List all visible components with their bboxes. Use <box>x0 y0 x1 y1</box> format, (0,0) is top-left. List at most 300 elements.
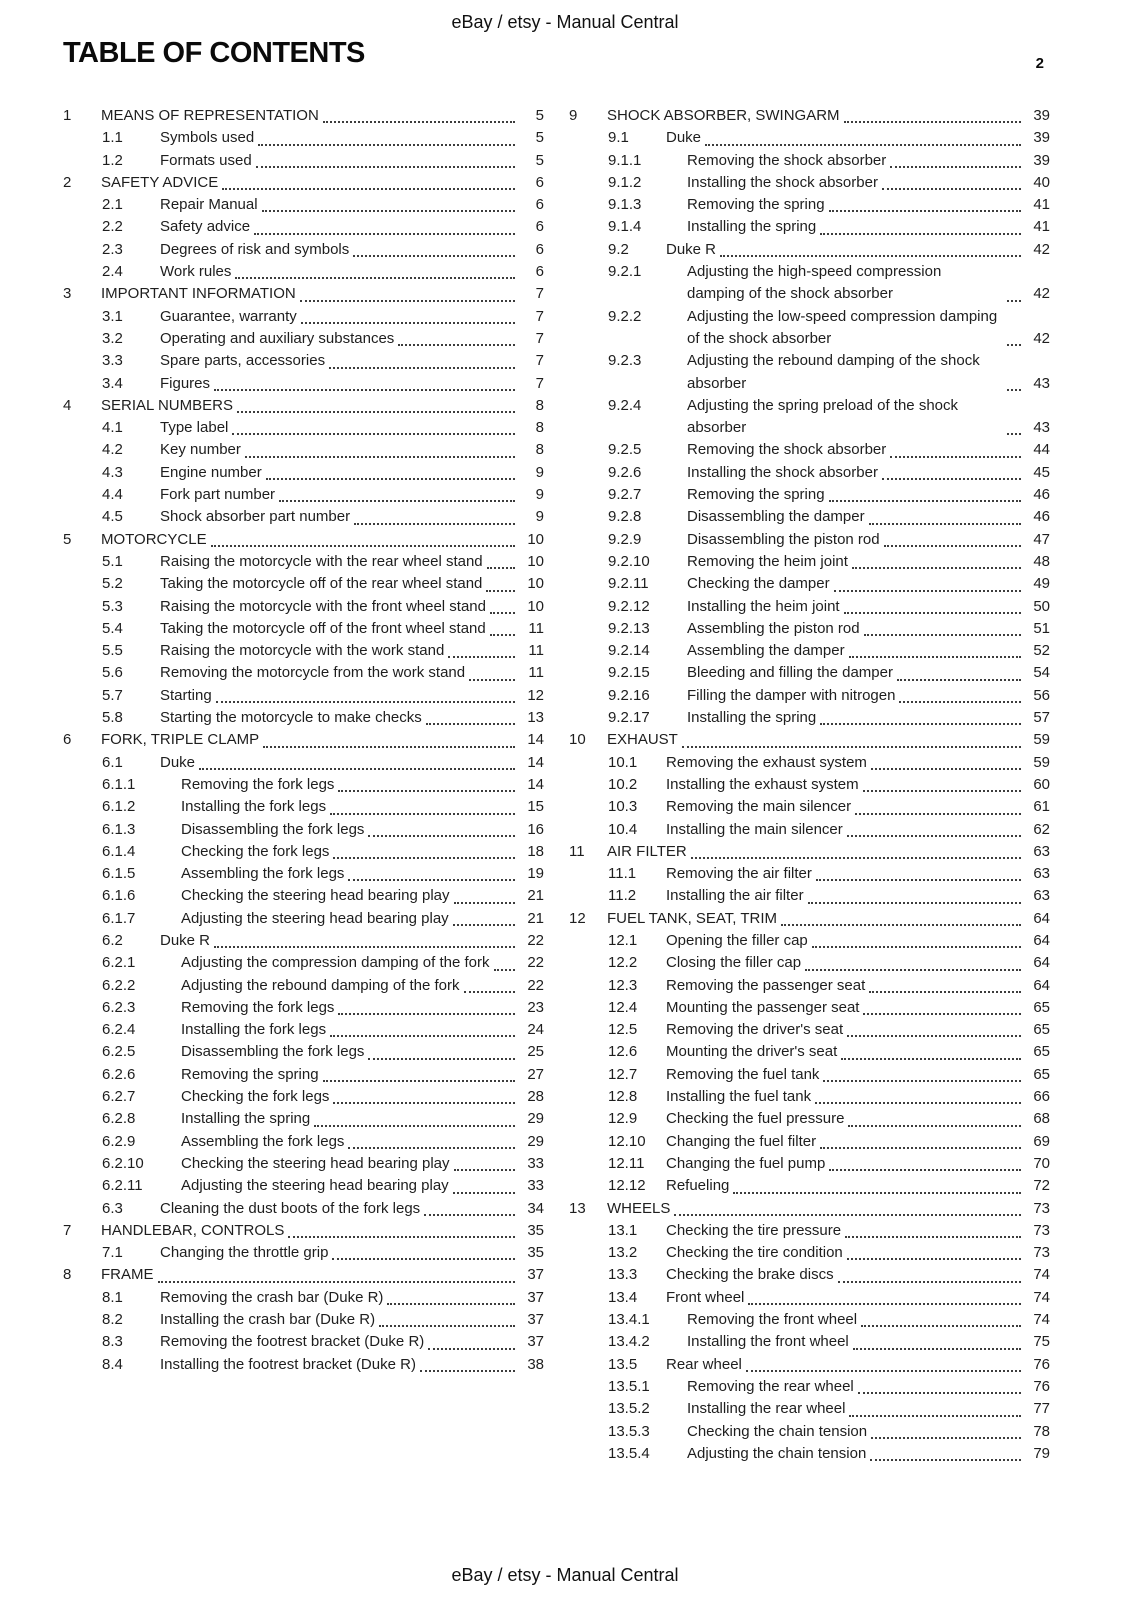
toc-entry-number: 3.2 <box>102 329 123 347</box>
toc-entry-page: 47 <box>1033 530 1050 548</box>
toc-dot-leader <box>453 923 515 926</box>
toc-entry-number: 11.2 <box>608 887 637 905</box>
toc-dot-leader <box>853 1347 1021 1350</box>
toc-entry-page: 50 <box>1033 597 1050 615</box>
toc-entry-page: 9 <box>535 486 544 504</box>
toc-entry <box>63 127 544 149</box>
toc-dot-leader <box>329 366 515 369</box>
toc-dot-leader <box>214 945 515 948</box>
toc-entry-title: Duke R <box>666 240 717 258</box>
toc-entry-title: Symbols used <box>160 129 255 147</box>
toc-dot-leader <box>746 1369 1021 1372</box>
toc-entry-title: Changing the throttle grip <box>160 1244 329 1262</box>
toc-entry <box>569 1064 1050 1086</box>
toc-entry-number: 4.3 <box>102 463 123 481</box>
toc-entry-number: 13.4.2 <box>608 1333 650 1351</box>
toc-entry-title: Adjusting the rebound damping of the fork <box>181 976 460 994</box>
toc-entry <box>569 1153 1050 1175</box>
toc-dot-leader <box>834 589 1021 592</box>
toc-dot-leader <box>288 1235 515 1238</box>
toc-entry-title: Fork part number <box>160 486 276 504</box>
toc-dot-leader <box>882 187 1021 190</box>
toc-entry-title: Duke <box>160 753 196 771</box>
toc-dot-leader <box>398 343 515 346</box>
toc-dot-leader <box>338 1012 515 1015</box>
toc-entry-title: Checking the steering head bearing play <box>181 887 450 905</box>
toc-entry-number: 10.2 <box>608 775 638 793</box>
toc-entry-title: Type label <box>160 419 229 437</box>
toc-dot-leader <box>1007 299 1021 302</box>
toc-entry-title: Adjusting the low-speed compression damping of the shock absorber <box>687 307 998 347</box>
toc-dot-leader <box>494 968 515 971</box>
toc-entry <box>569 952 1050 974</box>
toc-entry <box>63 529 544 551</box>
toc-entry-page: 64 <box>1033 954 1050 972</box>
toc-entry-title: Figures <box>160 374 211 392</box>
toc-entry-number: 9.2.7 <box>608 486 642 504</box>
toc-entry-number: 6 <box>63 731 72 749</box>
toc-entry-title: SHOCK ABSORBER, SWINGARM <box>607 107 840 124</box>
toc-entry-page: 51 <box>1033 619 1050 637</box>
toc-entry-page: 46 <box>1033 486 1050 504</box>
toc-entry-page: 21 <box>527 887 544 905</box>
toc-entry-number: 13.4 <box>608 1288 638 1306</box>
toc-entry <box>63 930 544 952</box>
toc-dot-leader <box>348 878 515 881</box>
toc-entry <box>569 752 1050 774</box>
toc-entry <box>63 1064 544 1086</box>
toc-entry <box>569 975 1050 997</box>
toc-entry-number: 9.1.3 <box>608 196 642 214</box>
toc-entry-number: 6.2 <box>102 931 123 949</box>
title-row <box>0 33 1130 85</box>
toc-entry-number: 9.2.14 <box>608 642 650 660</box>
toc-dot-leader <box>490 633 515 636</box>
toc-entry-title: MEANS OF REPRESENTATION <box>101 107 319 124</box>
toc-dot-leader <box>816 878 1021 881</box>
toc-entry <box>63 105 544 127</box>
toc-entry-title: Raising the motorcycle with the work stand <box>160 642 445 660</box>
toc-entry <box>63 729 544 751</box>
toc-entry-title: Duke <box>666 129 702 147</box>
toc-entry-page: 19 <box>527 865 544 883</box>
toc-entry-page: 7 <box>535 285 544 303</box>
toc-entry-number: 8 <box>63 1266 72 1284</box>
toc-entry-number: 8.1 <box>102 1288 123 1306</box>
toc-entry-title: Closing the filler cap <box>666 954 802 972</box>
toc-entry-title: Assembling the piston rod <box>687 619 860 637</box>
toc-entry-number: 4.5 <box>102 508 123 526</box>
toc-dot-leader <box>420 1369 515 1372</box>
toc-dot-leader <box>1007 343 1021 346</box>
toc-entry-title: Assembling the damper <box>687 642 845 660</box>
toc-entry-number: 9.2.3 <box>608 352 642 370</box>
toc-entry-page: 33 <box>527 1177 544 1195</box>
toc-entry-page: 65 <box>1033 1065 1050 1083</box>
toc-entry-page: 37 <box>527 1311 544 1329</box>
toc-entry-title: Spare parts, accessories <box>160 352 326 370</box>
toc-entry-title: Removing the footrest bracket (Duke R) <box>160 1333 425 1351</box>
toc-entry-number: 9.2.12 <box>608 597 650 615</box>
toc-entry-title: Removing the motorcycle from the work stand <box>160 664 466 682</box>
toc-entry-number: 6.2.3 <box>102 998 136 1016</box>
toc-entry-title: Installing the exhaust system <box>666 775 859 793</box>
toc-dot-leader <box>748 1302 1021 1305</box>
toc-dot-leader <box>845 1235 1021 1238</box>
toc-dot-leader <box>733 1191 1021 1194</box>
toc-entry-page: 65 <box>1033 998 1050 1016</box>
toc-entry-number: 9.1.4 <box>608 218 642 236</box>
toc-entry-title: Removing the main silencer <box>666 798 852 816</box>
toc-entry-page: 73 <box>1033 1199 1050 1217</box>
toc-entry <box>63 1041 544 1063</box>
toc-entry-page: 64 <box>1033 976 1050 994</box>
toc-dot-leader <box>245 455 515 458</box>
toc-entry-page: 6 <box>535 263 544 281</box>
toc-dot-leader <box>805 968 1021 971</box>
toc-entry-title: Refueling <box>666 1177 730 1195</box>
toc-entry-title: Adjusting the steering head bearing play <box>181 909 449 927</box>
toc-dot-leader <box>333 1101 515 1104</box>
toc-entry-page: 6 <box>535 173 544 191</box>
toc-entry <box>569 997 1050 1019</box>
toc-entry-page: 41 <box>1033 218 1050 236</box>
toc-entry <box>569 1108 1050 1130</box>
toc-entry-page: 73 <box>1033 1221 1050 1239</box>
toc-entry-title: EXHAUST <box>607 731 678 749</box>
toc-entry <box>569 573 1050 595</box>
toc-entry-number: 6.1.5 <box>102 865 136 883</box>
toc-entry-title: Disassembling the damper <box>687 508 865 526</box>
toc-dot-leader <box>486 589 515 592</box>
toc-dot-leader <box>848 1124 1021 1127</box>
toc-dot-leader <box>469 678 515 681</box>
toc-entry <box>63 685 544 707</box>
toc-dot-leader <box>861 1324 1021 1327</box>
toc-entry-number: 6.1.3 <box>102 820 136 838</box>
toc-entry-number: 9.2.8 <box>608 508 642 526</box>
toc-entry-number: 6.1.6 <box>102 887 136 905</box>
toc-entry-title: Installing the main silencer <box>666 820 843 838</box>
toc-entry-number: 6.1 <box>102 753 123 771</box>
toc-entry <box>569 350 1050 395</box>
toc-entry-number: 12.12 <box>608 1177 646 1195</box>
toc-entry-number: 13.5.3 <box>608 1422 650 1440</box>
toc-entry-page: 10 <box>527 530 544 548</box>
toc-entry-page: 7 <box>535 352 544 370</box>
toc-dot-leader <box>691 856 1021 859</box>
toc-entry <box>569 551 1050 573</box>
toc-entry-number: 9 <box>569 107 578 124</box>
toc-left-column <box>63 105 544 1465</box>
toc-entry-number: 5.6 <box>102 664 123 682</box>
toc-entry-number: 6.1.2 <box>102 798 136 816</box>
toc-entry-title: Removing the shock absorber <box>687 151 887 169</box>
toc-dot-leader <box>890 165 1021 168</box>
toc-entry-number: 13.2 <box>608 1244 638 1262</box>
toc-entry <box>569 1264 1050 1286</box>
toc-entry-number: 12.11 <box>608 1154 645 1172</box>
toc-entry-page: 16 <box>527 820 544 838</box>
toc-dot-leader <box>897 678 1021 681</box>
toc-entry-page: 11 <box>528 619 544 637</box>
toc-entry-title: FRAME <box>101 1266 154 1284</box>
toc-entry <box>569 239 1050 261</box>
toc-entry-title: Adjusting the rebound damping of the shock absorber <box>687 352 980 392</box>
toc-entry-number: 12.5 <box>608 1021 638 1039</box>
toc-dot-leader <box>353 254 515 257</box>
toc-entry-page: 79 <box>1033 1444 1050 1462</box>
toc-entry-number: 3.1 <box>102 307 123 325</box>
toc-entry <box>63 150 544 172</box>
toc-entry <box>569 306 1050 351</box>
toc-dot-leader <box>899 700 1021 703</box>
toc-entry-page: 63 <box>1033 842 1050 860</box>
toc-entry-title: Engine number <box>160 463 262 481</box>
toc-entry-title: Operating and auxiliary substances <box>160 329 395 347</box>
toc-entry-number: 7 <box>63 1221 72 1239</box>
toc-entry <box>569 885 1050 907</box>
toc-entry <box>63 395 544 417</box>
toc-entry <box>63 1175 544 1197</box>
toc-dot-leader <box>871 767 1021 770</box>
toc-entry-title: Assembling the fork legs <box>181 1132 345 1150</box>
toc-entry-page: 43 <box>1033 374 1050 392</box>
toc-entry-page: 64 <box>1033 909 1050 927</box>
toc-entry-title: Mounting the passenger seat <box>666 998 860 1016</box>
toc-dot-leader <box>454 1168 515 1171</box>
toc-entry <box>569 841 1050 863</box>
toc-entry-page: 33 <box>527 1154 544 1172</box>
toc-dot-leader <box>323 120 515 123</box>
toc-dot-leader <box>849 655 1021 658</box>
toc-entry-page: 78 <box>1033 1422 1050 1440</box>
toc-entry-title: Installing the spring <box>687 218 817 236</box>
toc-entry-title: Installing the spring <box>181 1110 311 1128</box>
toc-entry-page: 44 <box>1033 441 1050 459</box>
toc-entry-title: Installing the shock absorber <box>687 173 878 191</box>
toc-entry-page: 21 <box>527 909 544 927</box>
toc-entry-page: 61 <box>1033 798 1050 816</box>
toc-dot-leader <box>214 388 515 391</box>
toc-entry <box>63 1086 544 1108</box>
toc-entry <box>569 1131 1050 1153</box>
toc-dot-leader <box>674 1213 1021 1216</box>
toc-entry <box>63 997 544 1019</box>
toc-entry-title: SAFETY ADVICE <box>101 173 219 191</box>
toc-entry-page: 64 <box>1033 931 1050 949</box>
toc-entry-page: 74 <box>1033 1311 1050 1329</box>
toc-entry-page: 39 <box>1033 107 1050 124</box>
toc-dot-leader <box>855 812 1021 815</box>
toc-entry-number: 10.4 <box>608 820 638 838</box>
toc-dot-leader <box>216 700 515 703</box>
toc-dot-leader <box>781 923 1021 926</box>
toc-entry-number: 11 <box>569 842 585 860</box>
toc-dot-leader <box>158 1280 516 1283</box>
toc-entry-page: 11 <box>528 664 544 682</box>
toc-entry <box>569 194 1050 216</box>
toc-dot-leader <box>490 611 515 614</box>
toc-dot-leader <box>820 722 1021 725</box>
toc-entry <box>569 1287 1050 1309</box>
toc-entry <box>63 752 544 774</box>
toc-entry-title: Raising the motorcycle with the rear wheel stand <box>160 552 483 570</box>
toc-dot-leader <box>820 1146 1021 1149</box>
toc-entry-page: 18 <box>527 842 544 860</box>
toc-entry <box>569 1376 1050 1398</box>
toc-dot-leader <box>199 767 515 770</box>
toc-entry <box>63 796 544 818</box>
toc-entry-title: Removing the spring <box>687 196 825 214</box>
toc-entry <box>63 774 544 796</box>
toc-entry-title: AIR FILTER <box>607 842 687 860</box>
toc-entry-title: Checking the chain tension <box>687 1422 868 1440</box>
toc-entry <box>569 908 1050 930</box>
toc-entry-number: 9.2.1 <box>608 263 642 281</box>
toc-entry-number: 8.4 <box>102 1355 123 1373</box>
toc-entry <box>569 216 1050 238</box>
toc-entry-page: 65 <box>1033 1021 1050 1039</box>
toc-entry-number: 13.5.1 <box>608 1377 650 1395</box>
toc-entry <box>569 819 1050 841</box>
toc-entry-number: 5.5 <box>102 642 123 660</box>
toc-entry <box>569 930 1050 952</box>
toc-entry-page: 56 <box>1033 686 1050 704</box>
toc-entry <box>63 819 544 841</box>
toc-entry <box>569 506 1050 528</box>
toc-entry-page: 5 <box>535 129 544 147</box>
toc-entry-number: 5.8 <box>102 709 123 727</box>
toc-entry-title: Mounting the driver's seat <box>666 1043 838 1061</box>
toc-dot-leader <box>254 232 515 235</box>
toc-entry-title: Installing the shock absorber <box>687 463 878 481</box>
toc-entry <box>569 707 1050 729</box>
toc-entry-number: 13.1 <box>608 1221 638 1239</box>
toc-entry-title: Removing the air filter <box>666 865 812 883</box>
toc-entry <box>569 596 1050 618</box>
toc-dot-leader <box>314 1124 515 1127</box>
toc-entry <box>63 1220 544 1242</box>
toc-entry-page: 73 <box>1033 1244 1050 1262</box>
toc-entry-page: 9 <box>535 463 544 481</box>
toc-entry-number: 9.2.2 <box>608 307 642 325</box>
toc-entry-page: 14 <box>527 775 544 793</box>
toc-dot-leader <box>368 834 515 837</box>
toc-entry-title: Taking the motorcycle off of the rear wheel stand <box>160 575 483 593</box>
toc-entry-number: 9.1.1 <box>608 151 642 169</box>
toc-entry-title: Shock absorber part number <box>160 508 351 526</box>
toc-entry-number: 8.3 <box>102 1333 123 1351</box>
toc-entry-number: 6.2.4 <box>102 1021 136 1039</box>
toc-dot-leader <box>487 566 515 569</box>
toc-dot-leader <box>884 544 1021 547</box>
toc-entry-title: Work rules <box>160 263 232 281</box>
toc-entry-title: Removing the exhaust system <box>666 753 867 771</box>
toc-entry <box>63 1354 544 1376</box>
toc-entry-number: 1.1 <box>102 129 123 147</box>
toc-entry-page: 25 <box>527 1043 544 1061</box>
toc-entry-page: 7 <box>535 374 544 392</box>
toc-entry-title: Removing the driver's seat <box>666 1021 844 1039</box>
toc-entry <box>569 1198 1050 1220</box>
toc-entry <box>569 1242 1050 1264</box>
toc-entry-number: 9.2.5 <box>608 441 642 459</box>
toc-entry-title: Removing the crash bar (Duke R) <box>160 1288 384 1306</box>
toc-entry <box>63 1309 544 1331</box>
page-number: 2 <box>1035 55 1044 72</box>
toc-entry-number: 13.3 <box>608 1266 638 1284</box>
toc-entry-title: Filling the damper with nitrogen <box>687 686 896 704</box>
toc-entry-number: 6.1.7 <box>102 909 136 927</box>
toc-dot-leader <box>870 1458 1021 1461</box>
toc-entry-page: 57 <box>1033 709 1050 727</box>
toc-entry-number: 12.10 <box>608 1132 646 1150</box>
toc-dot-leader <box>858 1391 1021 1394</box>
toc-entry-title: Cleaning the dust boots of the fork legs <box>160 1199 421 1217</box>
toc-entry <box>569 685 1050 707</box>
toc-entry-page: 41 <box>1033 196 1050 214</box>
toc-dot-leader <box>847 1257 1021 1260</box>
toc-entry-number: 6.2.7 <box>102 1088 136 1106</box>
toc-dot-leader <box>464 990 515 993</box>
toc-entry-number: 12.8 <box>608 1088 638 1106</box>
toc-dot-leader <box>279 499 515 502</box>
toc-entry <box>569 1443 1050 1465</box>
toc-entry-page: 35 <box>527 1244 544 1262</box>
toc-entry-title: WHEELS <box>607 1199 671 1217</box>
toc-entry <box>63 328 544 350</box>
toc-dot-leader <box>333 856 515 859</box>
toc-entry <box>569 1019 1050 1041</box>
toc-entry-number: 2.4 <box>102 263 123 281</box>
toc-entry-title: Installing the front wheel <box>687 1333 849 1351</box>
toc-entry-page: 42 <box>1033 329 1050 347</box>
toc-entry-title: Disassembling the piston rod <box>687 530 880 548</box>
toc-entry <box>63 707 544 729</box>
toc-dot-leader <box>815 1101 1021 1104</box>
toc-entry-number: 13.5.2 <box>608 1400 650 1418</box>
toc-entry-title: FUEL TANK, SEAT, TRIM <box>607 909 778 927</box>
toc-entry-number: 12.4 <box>608 998 638 1016</box>
toc-dot-leader <box>808 901 1021 904</box>
toc-entry-number: 2.2 <box>102 218 123 236</box>
toc-entry-number: 9.1.2 <box>608 173 642 191</box>
toc-entry-number: 1.2 <box>102 151 123 169</box>
toc-entry <box>569 105 1050 127</box>
toc-entry-title: Adjusting the chain tension <box>687 1444 867 1462</box>
toc-entry-page: 7 <box>535 307 544 325</box>
toc-dot-leader <box>1007 432 1021 435</box>
toc-entry-number: 10 <box>569 731 586 749</box>
toc-dot-leader <box>387 1302 515 1305</box>
toc-dot-leader <box>256 165 515 168</box>
toc-entry <box>63 194 544 216</box>
toc-entry-title: Installing the crash bar (Duke R) <box>160 1311 376 1329</box>
toc-entry-title: Checking the tire condition <box>666 1244 843 1262</box>
toc-entry-page: 59 <box>1033 731 1050 749</box>
toc-entry <box>63 1131 544 1153</box>
toc-entry-number: 5.1 <box>102 552 123 570</box>
toc-entry-title: MOTORCYCLE <box>101 530 207 548</box>
toc-entry <box>569 1175 1050 1197</box>
toc-entry-page: 10 <box>527 575 544 593</box>
toc-entry-page: 13 <box>527 709 544 727</box>
toc-dot-leader <box>323 1079 515 1082</box>
toc-dot-leader <box>847 834 1021 837</box>
toc-entry-page: 8 <box>535 441 544 459</box>
toc-dot-leader <box>263 745 515 748</box>
